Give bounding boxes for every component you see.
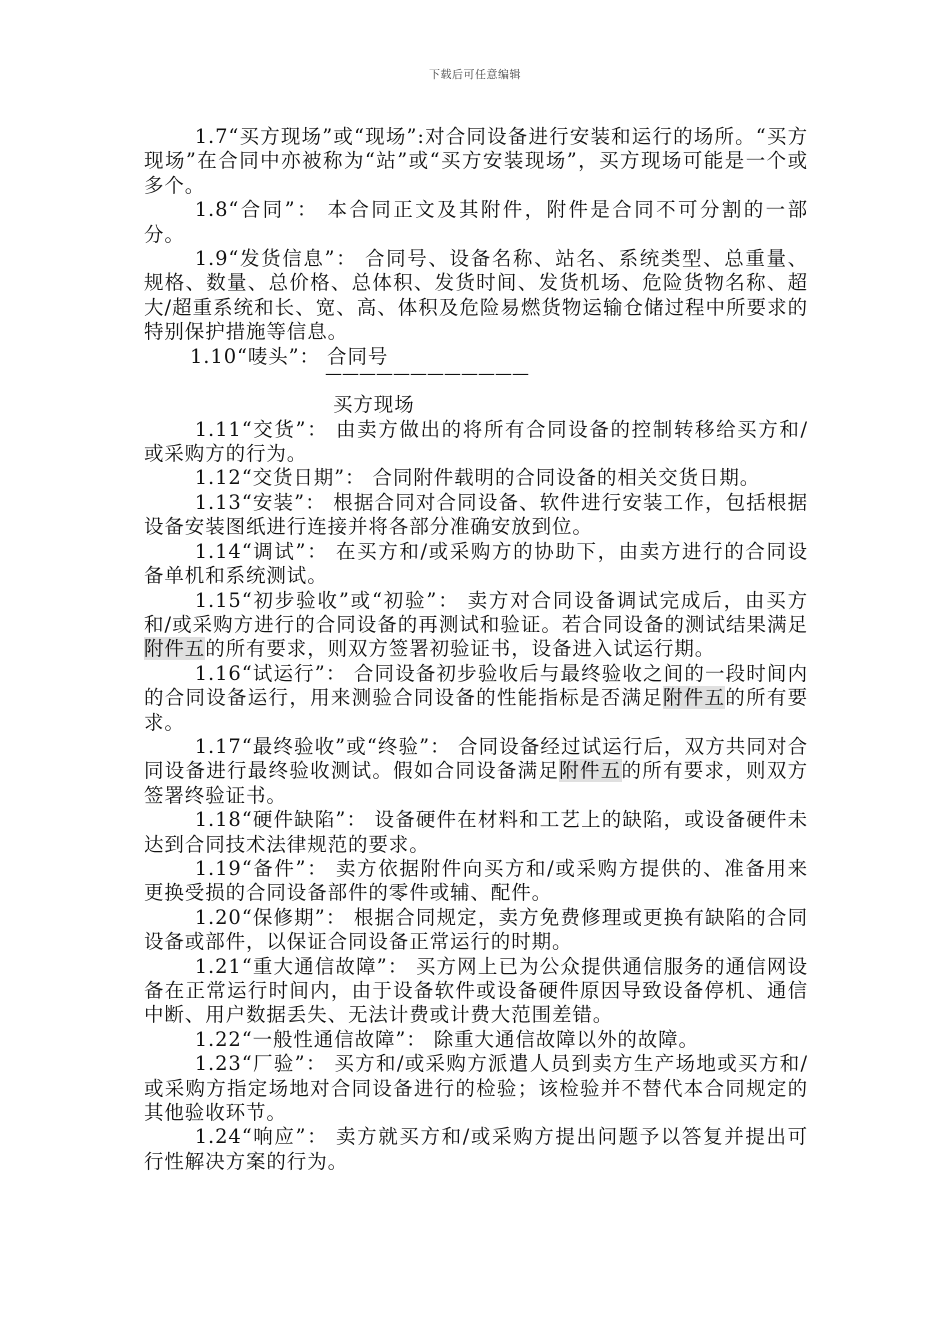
- paragraph: [144, 857, 808, 906]
- paragraph: [144, 955, 808, 1028]
- paragraph: [144, 808, 808, 857]
- paragraph-text: 1.13“安装”： 根据合同对合同设备、软件进行安装工作，包括根据设备安装图纸进行连接并将各部分准确安放到位。: [144, 490, 808, 539]
- paragraph-text: 1.20“保修期”： 根据合同规定，卖方免费修理或更换有缺陷的合同设备或部件，以保证合同设备正常运行的时期。: [144, 905, 808, 954]
- paragraph-text: 的所有要求，则双方签署初验证书，设备进入试运行期。: [205, 637, 716, 661]
- paragraph: [144, 589, 808, 662]
- paragraph-text: 1.24“响应”： 卖方就买方和/或采购方提出问题予以答复并提出可行性解决方案的行为。: [144, 1125, 808, 1173]
- paragraph: [144, 906, 808, 955]
- paragraph-text: 的所有要求。: [144, 686, 808, 734]
- paragraph-text: 1.9“发货信息”： 合同号、设备名称、站名、系统类型、总重量、规格、数量、总价格、总体积、发货时间、发货机场、危险货物名称、超大/超重系统和长、宽、高、体积及危险易燃货物运输仓储过程中所要求的特别保护措施等信息。: [144, 247, 808, 344]
- paragraph-text: 1.14“调试”： 在买方和/或采购方的协助下，由卖方进行的合同设备单机和系统测试。: [144, 539, 808, 588]
- paragraph-text: 1.11“交货”： 由卖方做出的将所有合同设备的控制转移给买方和/或采购方的行为。: [144, 417, 808, 466]
- paragraph-text: 的所有要求，则双方签署终验证书。: [144, 759, 808, 807]
- paragraph: [144, 247, 808, 345]
- paragraph-text: 1.17“最终验收”或“终验”： 合同设备经过试运行后，双方共同对合同设备进行最终验收测试。假如合同设备满足: [144, 734, 808, 783]
- paragraph: [144, 1125, 808, 1174]
- paragraph: [144, 662, 808, 735]
- shipping-mark-site: 买方现场: [333, 392, 415, 416]
- paragraphs-before: [144, 125, 808, 345]
- paragraph: [144, 125, 808, 198]
- paragraph-text: 1.23“厂验”： 买方和/或采购方派遣人员到卖方生产场地或买方和/或采购方指定场地对合同设备进行的检验；该检验并不替代本合同规定的其他验收环节。: [144, 1052, 808, 1125]
- paragraph-text: 1.8“合同”： 本合同正文及其附件，附件是合同不可分割的一部分。: [144, 198, 808, 246]
- paragraph: [144, 1052, 808, 1125]
- shipping-mark-rule: ————————————: [325, 363, 529, 384]
- paragraph-text: 1.19“备件”： 卖方依据附件向买方和/或采购方提供的、准备用来更换受损的合同设备部件的零件或辅、配件。: [144, 856, 808, 905]
- paragraphs-after: [144, 418, 808, 1175]
- paragraph-text: 1.22“一般性通信故障”： 除重大通信故障以外的故障。: [194, 1027, 699, 1051]
- paragraph-text: 1.18“硬件缺陷”： 设备硬件在材料和工艺上的缺陷，或设备硬件未达到合同技术法律规范的要求。: [144, 808, 808, 856]
- paragraph-text: 1.15“初步验收”或“初验”： 卖方对合同设备调试完成后，由买方和/或采购方进行的合同设备的再测试和验证。若合同设备的测试结果满足: [144, 588, 808, 636]
- paragraph-text: 1.12“交货日期”： 合同附件载明的合同设备的相关交货日期。: [194, 466, 761, 490]
- shipping-mark-label: 1.10“唛头”： 合同号: [190, 344, 389, 368]
- highlighted-reference: 附件五: [559, 759, 622, 783]
- paragraph: [144, 491, 808, 540]
- paragraph: [144, 418, 808, 467]
- highlighted-reference: 附件五: [144, 637, 206, 661]
- shipping-mark-block: [144, 345, 808, 418]
- paragraph: [144, 1028, 808, 1052]
- paragraph: [144, 466, 808, 490]
- paragraph-text: 1.7“买方现场”或“现场”:对合同设备进行安装和运行的场所。“买方现场”在合同中亦被称为“站”或“买方安装现场”，买方现场可能是一个或多个。: [144, 125, 808, 197]
- page-header: 下载后可任意编辑: [429, 68, 521, 81]
- paragraph: [144, 735, 808, 808]
- highlighted-reference: 附件五: [663, 686, 726, 710]
- paragraph-text: 1.21“重大通信故障”： 买方网上已为公众提供通信服务的通信网设备在正常运行时间内，由于设备软件或设备硬件原因导致设备停机、通信中断、用户数据丢失、无法计费或计费大范围差错。: [144, 954, 808, 1027]
- document-body: [144, 125, 808, 1174]
- paragraph: [144, 198, 808, 247]
- paragraph-text: 1.16“试运行”： 合同设备初步验收后与最终验收之间的一段时间内的合同设备运行，用来测验合同设备的性能指标是否满足: [144, 661, 808, 710]
- paragraph: [144, 540, 808, 589]
